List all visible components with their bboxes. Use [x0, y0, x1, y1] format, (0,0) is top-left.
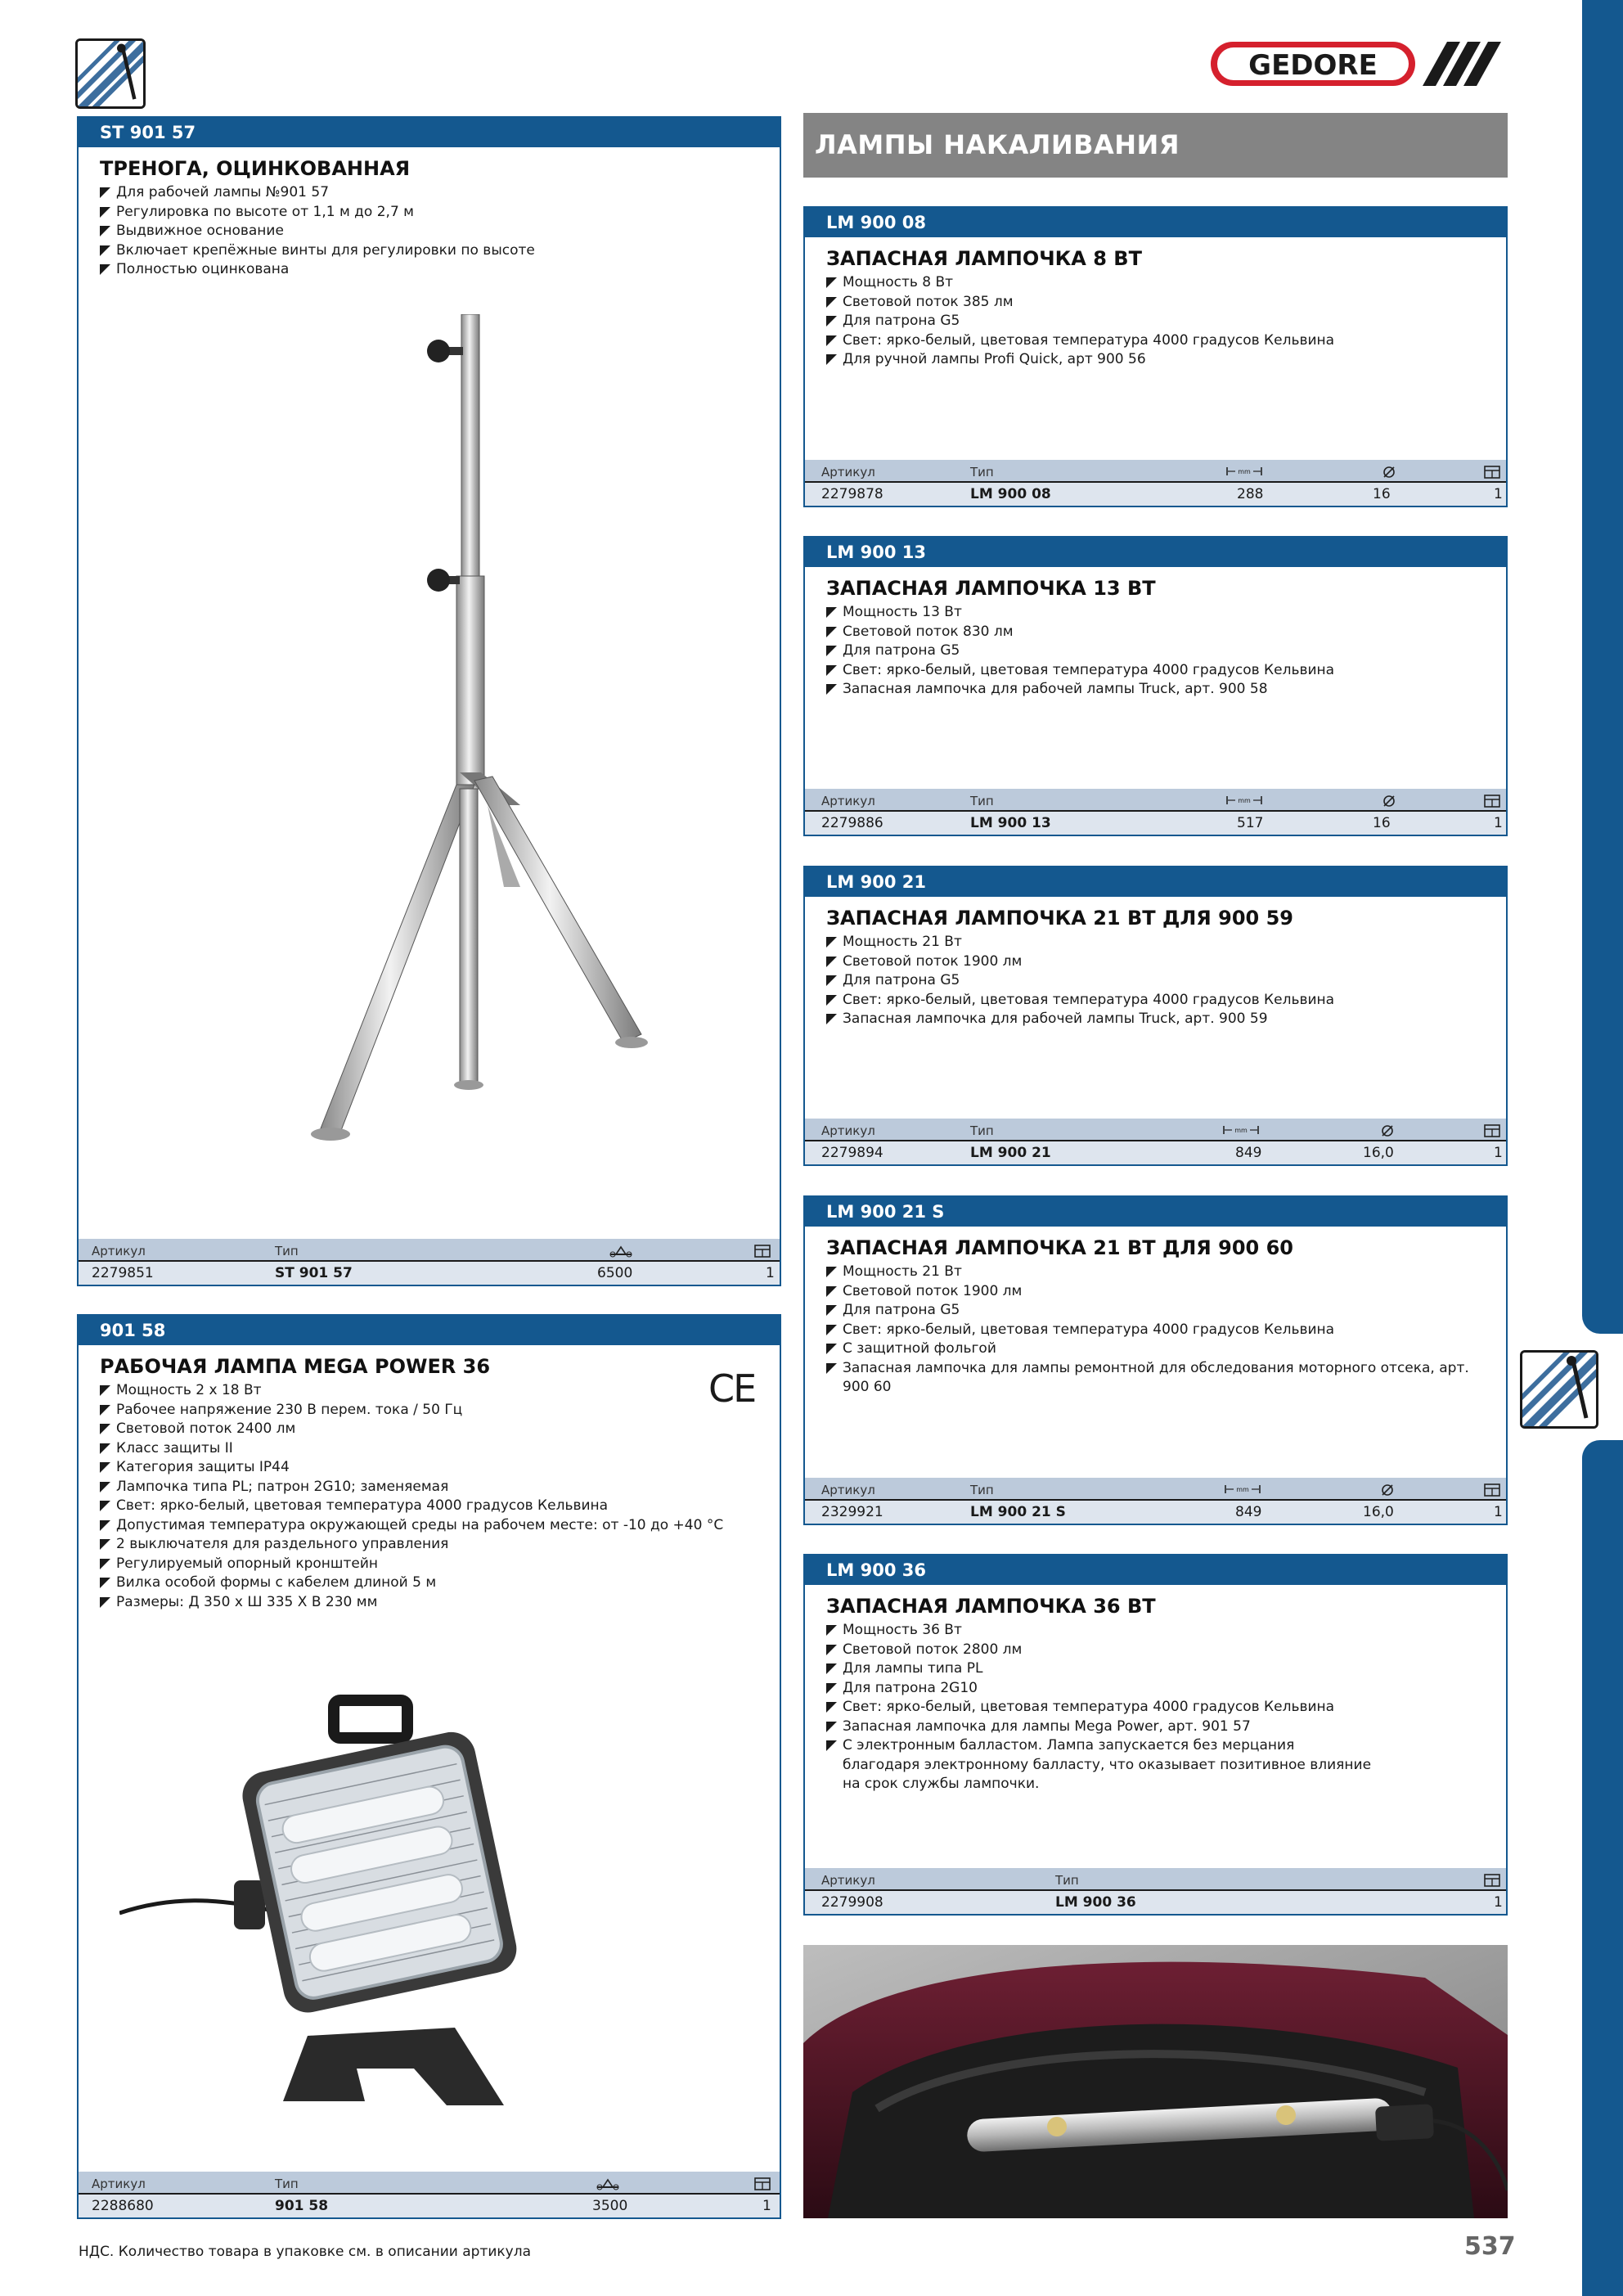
length-value: 849: [1235, 1145, 1262, 1161]
feature-item: Включает крепёжные винты для регулировки по высоте: [100, 241, 758, 261]
feature-item: Запасная лампочка для рабочей лампы Truck, арт. 900 58: [826, 680, 1485, 700]
length-icon: [1222, 1124, 1260, 1136]
article-table: [805, 1868, 1506, 1914]
feature-item: Световой поток 830 лм: [826, 623, 1485, 642]
qty-value: 1: [1494, 815, 1503, 831]
feature-item: Регулировка по высоте от 1,1 м до 2,7 м: [100, 203, 758, 223]
svg-text:GEDORE: GEDORE: [1248, 49, 1378, 82]
length-value: 849: [1235, 1504, 1262, 1520]
feature-item: Световой поток 2800 лм: [826, 1641, 1485, 1660]
feature-item: Класс защиты II: [100, 1439, 758, 1459]
feature-item: С электронным балластом. Лампа запускается без мерцания: [826, 1736, 1485, 1756]
feature-list: [826, 603, 1485, 700]
feature-item: Допустимая температура окружающей среды на рабочем месте: от -10 до +40 °С: [100, 1516, 758, 1536]
table-header: [805, 460, 1506, 483]
feature-item: Для патрона G5: [826, 971, 1485, 991]
feature-item: Мощность 8 Вт: [826, 273, 1485, 293]
type-value: LM 900 13: [970, 815, 1051, 831]
feature-item: С защитной фольгой: [826, 1339, 1485, 1359]
feature-item: Мощность 21 Вт: [826, 933, 1485, 952]
feature-item: Полностью оцинкована: [100, 260, 758, 280]
weight-icon: [609, 1245, 633, 1258]
gedore-logo: [1208, 38, 1506, 90]
feature-list: [826, 933, 1485, 1029]
table-row: [805, 812, 1506, 835]
col-article: Артикул: [821, 1873, 875, 1888]
feature-item: Свет: ярко-белый, цветовая температура 4000 градусов Кельвина: [826, 991, 1485, 1011]
feature-item: Выдвижное основание: [100, 222, 758, 241]
feature-item: Свет: ярко-белый, цветовая температура 4000 градусов Кельвина: [826, 1321, 1485, 1340]
work-lamp-category-icon: [75, 38, 146, 109]
col-type: Тип: [275, 1244, 299, 1258]
article-number: 2279851: [92, 1265, 154, 1281]
qty-value: 1: [1494, 1894, 1503, 1911]
weight-value: 6500: [597, 1265, 633, 1281]
edge-tab-bottom: [1582, 1440, 1623, 2296]
col-article: Артикул: [92, 2177, 146, 2191]
svg-text:mm: mm: [1236, 1486, 1249, 1493]
article-table: [805, 1119, 1506, 1164]
feature-item: Запасная лампочка для лампы ремонтной для обследования моторного отсека, арт. 900 60: [826, 1359, 1485, 1398]
package-qty-icon: [1484, 1124, 1500, 1137]
product-title: ЗАПАСНАЯ ЛАМПОЧКА 8 ВТ: [826, 247, 1142, 270]
feature-item: Для патрона G5: [826, 642, 1485, 661]
product-card-st-901-57: [77, 116, 781, 1286]
table-header: [805, 1868, 1506, 1891]
qty-value: 1: [1494, 486, 1503, 502]
article-number: 2279878: [821, 486, 883, 502]
product-card-lm-900-21: [803, 866, 1508, 1166]
feature-item: Категория защиты IP44: [100, 1458, 758, 1478]
feature-item: Запасная лампочка для лампы Mega Power, арт. 901 57: [826, 1717, 1485, 1737]
qty-value: 1: [762, 2198, 771, 2214]
type-value: LM 900 36: [1055, 1894, 1136, 1911]
table-header: [79, 2172, 780, 2195]
feature-item: Свет: ярко-белый, цветовая температура 4000 градусов Кельвина: [826, 661, 1485, 681]
page-number: 537: [1464, 2232, 1516, 2261]
col-type: Тип: [970, 1123, 994, 1138]
article-table: [79, 2172, 780, 2217]
table-row: [805, 1501, 1506, 1524]
feature-item: Для патрона 2G10: [826, 1679, 1485, 1699]
feature-list: [826, 1621, 1485, 1794]
table-row: [79, 2195, 780, 2217]
section-title: ЛАМПЫ НАКАЛИВАНИЯ: [803, 113, 1508, 178]
col-article: Артикул: [821, 1123, 875, 1138]
feature-item: Для рабочей лампы №901 57: [100, 183, 758, 203]
svg-text:mm: mm: [1238, 797, 1251, 804]
feature-item: Размеры: Д 350 x Ш 335 X В 230 мм: [100, 1593, 758, 1613]
package-qty-icon: [754, 2177, 771, 2190]
feature-continuation: на срок службы лампочки.: [843, 1776, 1040, 1792]
article-number: 2329921: [821, 1504, 883, 1520]
package-qty-icon: [1484, 1874, 1500, 1887]
article-table: [805, 789, 1506, 835]
feature-item: Лампочка типа PL; патрон 2G10; заменяемая: [100, 1478, 758, 1497]
article-number: 2279886: [821, 815, 883, 831]
feature-item: Световой поток 2400 лм: [100, 1420, 758, 1439]
table-header: [79, 1239, 780, 1262]
product-card-901-58: [77, 1314, 781, 2219]
col-type: Тип: [275, 2177, 299, 2191]
table-row: [805, 1891, 1506, 1914]
package-qty-icon: [1484, 1483, 1500, 1497]
diameter-value: 16,0: [1363, 1504, 1394, 1520]
feature-item: Световой поток 385 лм: [826, 293, 1485, 313]
product-title: РАБОЧАЯ ЛАМПА MEGA POWER 36: [100, 1355, 491, 1378]
application-photo: [803, 1945, 1508, 2218]
feature-item: Мощность 21 Вт: [826, 1263, 1485, 1282]
qty-value: 1: [1494, 1145, 1503, 1161]
col-type: Тип: [970, 465, 994, 479]
product-code: ST 901 57: [79, 118, 780, 147]
col-article: Артикул: [821, 465, 875, 479]
package-qty-icon: [754, 1245, 771, 1258]
col-article: Артикул: [92, 1244, 146, 1258]
svg-text:mm: mm: [1238, 468, 1251, 475]
feature-item: Запасная лампочка для рабочей лампы Truck, арт. 900 59: [826, 1010, 1485, 1029]
footnote: НДС. Количество товара в упаковке см. в описании артикула: [79, 2244, 532, 2260]
feature-item: Мощность 36 Вт: [826, 1621, 1485, 1641]
col-article: Артикул: [821, 794, 875, 808]
col-article: Артикул: [821, 1483, 875, 1497]
feature-list: [100, 1381, 758, 1612]
product-title: ЗАПАСНАЯ ЛАМПОЧКА 21 ВТ ДЛЯ 900 59: [826, 907, 1293, 930]
diameter-value: 16: [1373, 815, 1391, 831]
feature-item: Световой поток 1900 лм: [826, 952, 1485, 972]
product-card-lm-900-36: [803, 1554, 1508, 1916]
feature-item: Свет: ярко-белый, цветовая температура 4000 градусов Кельвина: [100, 1497, 758, 1516]
diameter-value: 16: [1373, 486, 1391, 502]
length-icon: [1225, 466, 1263, 477]
product-code: LM 900 21 S: [805, 1197, 1506, 1227]
table-row: [805, 483, 1506, 506]
feature-item: Регулируемый опорный кронштейн: [100, 1555, 758, 1574]
work-lamp-category-icon: [1520, 1350, 1598, 1429]
article-number: 2279894: [821, 1145, 883, 1161]
feature-item: Вилка особой формы с кабелем длиной 5 м: [100, 1573, 758, 1593]
feature-list: [826, 273, 1485, 370]
col-type: Тип: [1055, 1873, 1079, 1888]
feature-item: Рабочее напряжение 230 В перем. тока / 50 Гц: [100, 1401, 758, 1420]
diameter-icon: [1382, 795, 1396, 808]
feature-item: Для патрона G5: [826, 312, 1485, 331]
article-number: 2288680: [92, 2198, 154, 2214]
feature-item: Мощность 13 Вт: [826, 603, 1485, 623]
qty-value: 1: [1494, 1504, 1503, 1520]
product-code: LM 900 13: [805, 538, 1506, 567]
weight-value: 3500: [592, 2198, 628, 2214]
product-code: LM 900 36: [805, 1555, 1506, 1585]
svg-text:mm: mm: [1234, 1127, 1248, 1134]
feature-item: Для лампы типа PL: [826, 1659, 1485, 1679]
package-qty-icon: [1484, 795, 1500, 808]
feature-list: [100, 183, 758, 280]
type-value: 901 58: [275, 2198, 329, 2214]
ce-mark: CE: [708, 1366, 756, 1411]
table-header: [805, 1478, 1506, 1501]
product-card-lm-900-13: [803, 536, 1508, 836]
length-value: 288: [1237, 486, 1264, 502]
feature-item: Световой поток 1900 лм: [826, 1282, 1485, 1302]
feature-item: Свет: ярко-белый, цветовая температура 4000 градусов Кельвина: [826, 1698, 1485, 1717]
product-card-lm-900-08: [803, 206, 1508, 507]
table-row: [79, 1262, 780, 1285]
product-code: 901 58: [79, 1316, 780, 1345]
product-title: ЗАПАСНАЯ ЛАМПОЧКА 36 ВТ: [826, 1595, 1156, 1618]
feature-item: Мощность 2 x 18 Вт: [100, 1381, 758, 1401]
type-value: LM 900 21 S: [970, 1504, 1066, 1520]
feature-list: [826, 1263, 1485, 1398]
length-icon: [1225, 795, 1263, 806]
diameter-icon: [1381, 1124, 1394, 1137]
feature-item: Свет: ярко-белый, цветовая температура 4000 градусов Кельвина: [826, 331, 1485, 351]
feature-item: Для патрона G5: [826, 1301, 1485, 1321]
article-table: [805, 460, 1506, 506]
article-table: [79, 1239, 780, 1285]
diameter-icon: [1381, 1483, 1394, 1497]
product-title: ЗАПАСНАЯ ЛАМПОЧКА 13 ВТ: [826, 577, 1156, 600]
edge-tab-top: [1582, 0, 1623, 1334]
diameter-icon: [1382, 466, 1396, 479]
product-code: LM 900 08: [805, 208, 1506, 237]
col-type: Тип: [970, 1483, 994, 1497]
feature-item: Для ручной лампы Profi Quick, арт 900 56: [826, 350, 1485, 370]
type-value: ST 901 57: [275, 1265, 353, 1281]
length-value: 517: [1237, 815, 1264, 831]
table-header: [805, 1119, 1506, 1141]
weight-icon: [596, 2177, 620, 2190]
col-type: Тип: [970, 794, 994, 808]
article-table: [805, 1478, 1506, 1524]
product-card-lm-900-21-s: [803, 1195, 1508, 1525]
article-number: 2279908: [821, 1894, 883, 1911]
qty-value: 1: [766, 1265, 775, 1281]
table-row: [805, 1141, 1506, 1164]
product-title: ЗАПАСНАЯ ЛАМПОЧКА 21 ВТ ДЛЯ 900 60: [826, 1236, 1293, 1259]
product-title: ТРЕНОГА, ОЦИНКОВАННАЯ: [100, 157, 411, 180]
tripod-image: [242, 314, 668, 1149]
feature-item: 2 выключателя для раздельного управления: [100, 1535, 758, 1555]
package-qty-icon: [1484, 466, 1500, 479]
type-value: LM 900 08: [970, 486, 1051, 502]
feature-continuation: благодаря электронному балласту, что оказывает позитивное влияние: [843, 1756, 1372, 1773]
work-lamp-image: [119, 1692, 692, 2118]
table-header: [805, 789, 1506, 812]
product-code: LM 900 21: [805, 867, 1506, 897]
length-icon: [1224, 1483, 1261, 1495]
diameter-value: 16,0: [1363, 1145, 1394, 1161]
type-value: LM 900 21: [970, 1145, 1051, 1161]
